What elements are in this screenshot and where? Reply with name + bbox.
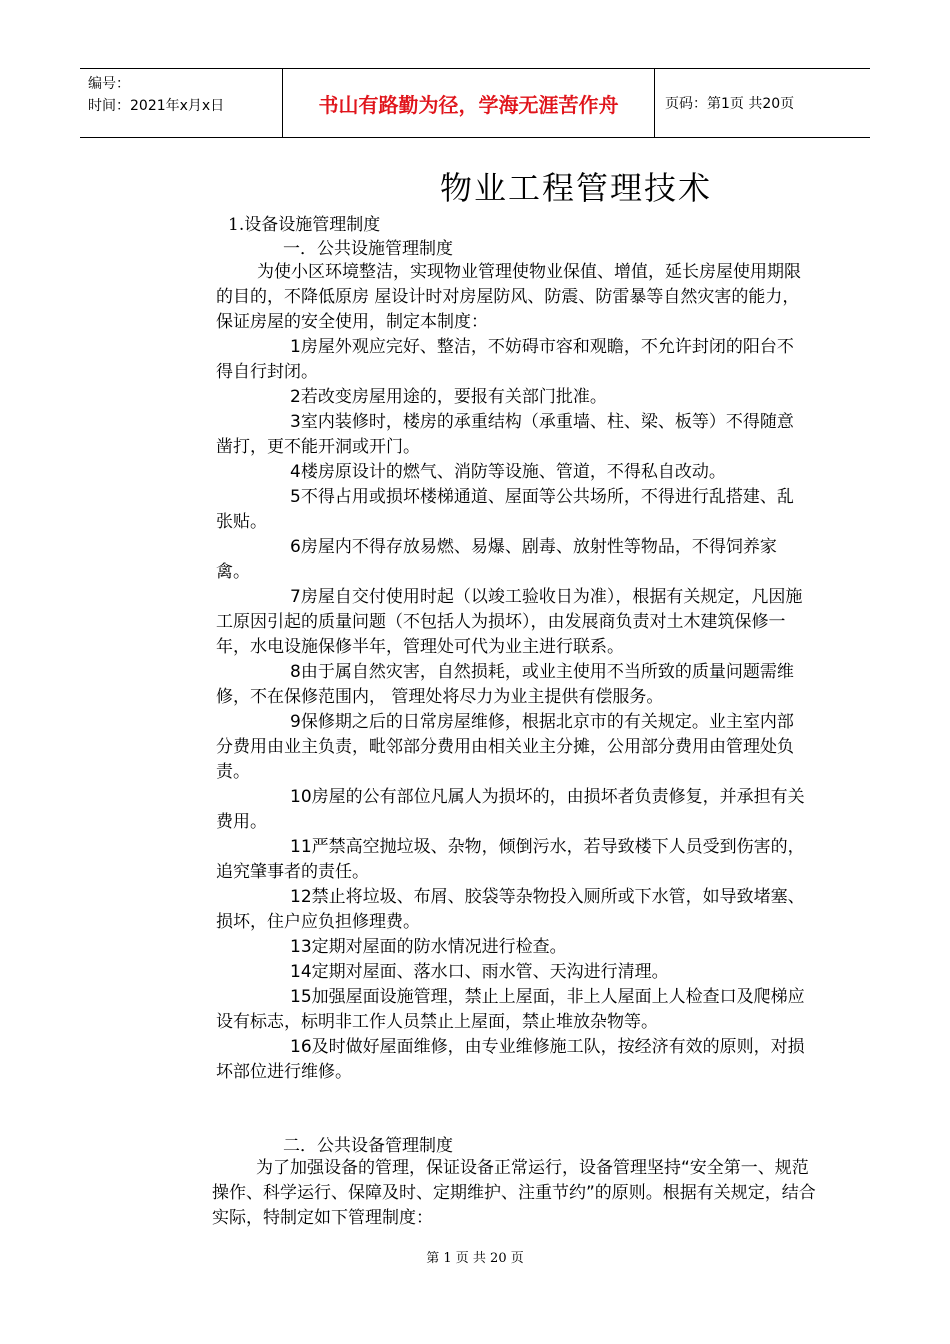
- rule-item: 1房屋外观应完好、整洁，不妨碍市容和观瞻，不允许封闭的阳台不得自行封闭。: [216, 337, 794, 382]
- subsection-heading-1: 一．公共设施管理制度: [283, 239, 453, 259]
- rule-item: 12禁止将垃圾、布屑、胶袋等杂物投入厕所或下水管，如导致堵塞、损坏，住户应负担修理费。: [216, 887, 805, 932]
- page-info: 页码：第1页 共20页: [665, 96, 795, 112]
- rule-item: 8由于属自然灾害，自然损耗，或业主使用不当所致的质量问题需维修，不在保修范围内， 管理处将尽力为业主提供有偿服务。: [216, 662, 794, 707]
- rule-item: 9保修期之后的日常房屋维修，根据北京市的有关规定。业主室内部分费用由业主负责，毗邻部分费用由相关业主分摊，公用部分费用由管理处负责。: [216, 712, 794, 782]
- rule-item: 10房屋的公有部位凡属人为损坏的，由损坏者负责修复，并承担有关费用。: [216, 787, 805, 832]
- rule-item: 7房屋自交付使用时起（以竣工验收日为准），根据有关规定，凡因施工原因引起的质量问题（不包括人为损坏），由发展商负责对土木建筑保修一年，水电设施保修半年，管理处可代为业主进行联系。: [216, 587, 803, 657]
- rule-item: 5不得占用或损坏楼梯通道、屋面等公共场所，不得进行乱搭建、乱张贴。: [216, 487, 794, 532]
- page-title: 物业工程管理技术: [440, 169, 713, 207]
- header-table: [80, 68, 870, 138]
- section2-body: [212, 1156, 822, 1231]
- section-heading: 1.设备设施管理制度: [228, 215, 381, 235]
- rule-item: 4楼房原设计的燃气、消防等设施、管道，不得私自改动。: [290, 462, 726, 482]
- date-label: 时间：2021年x月x日: [88, 98, 225, 114]
- rule-item: 16及时做好屋面维修，由专业维修施工队，按经济有效的原则，对损坏部位进行维修。: [216, 1037, 805, 1082]
- motto: 书山有路勤为径，学海无涯苦作舟: [283, 69, 655, 137]
- lead-paragraph: 为使小区环境整洁，实现物业管理使物业保值、增值，延长房屋使用期限的目的，不降低原房 屋设计时对房屋防风、防震、防雷暴等自然灾害的能力，保证房屋的安全使用，制定本制度：: [216, 262, 801, 332]
- section1-body: [216, 260, 808, 1085]
- rule-item: 3室内装修时，楼房的承重结构（承重墙、柱、梁、板等）不得随意凿打，更不能开洞或开门。: [216, 412, 794, 457]
- header-meta: [80, 69, 283, 137]
- number-label: 编号：: [88, 76, 130, 92]
- rule-item: 14定期对屋面、落水口、雨水管、天沟进行清理。: [290, 962, 669, 982]
- rule-item: 6房屋内不得存放易燃、易爆、剧毒、放射性等物品，不得饲养家禽。: [216, 537, 777, 582]
- rule-item: 11严禁高空抛垃圾、杂物，倾倒污水，若导致楼下人员受到伤害的，追究肇事者的责任。: [216, 837, 805, 882]
- lead-paragraph-2: 为了加强设备的管理，保证设备正常运行，设备管理坚持“安全第一、规范操作、科学运行、保障及时、定期维护、注重节约”的原则。根据有关规定，结合实际，特制定如下管理制度：: [212, 1158, 816, 1228]
- rule-item: 2若改变房屋用途的，要报有关部门批准。: [290, 387, 607, 407]
- page-footer: 第 1 页 共 20 页: [426, 1251, 524, 1266]
- rule-item: 13定期对屋面的防水情况进行检查。: [290, 937, 567, 957]
- rule-item: 15加强屋面设施管理，禁止上屋面，非上人屋面上人检查口及爬梯应设有标志，标明非工作人员禁止上屋面，禁止堆放杂物等。: [216, 987, 805, 1032]
- subsection-heading-2: 二．公共设备管理制度: [283, 1136, 453, 1156]
